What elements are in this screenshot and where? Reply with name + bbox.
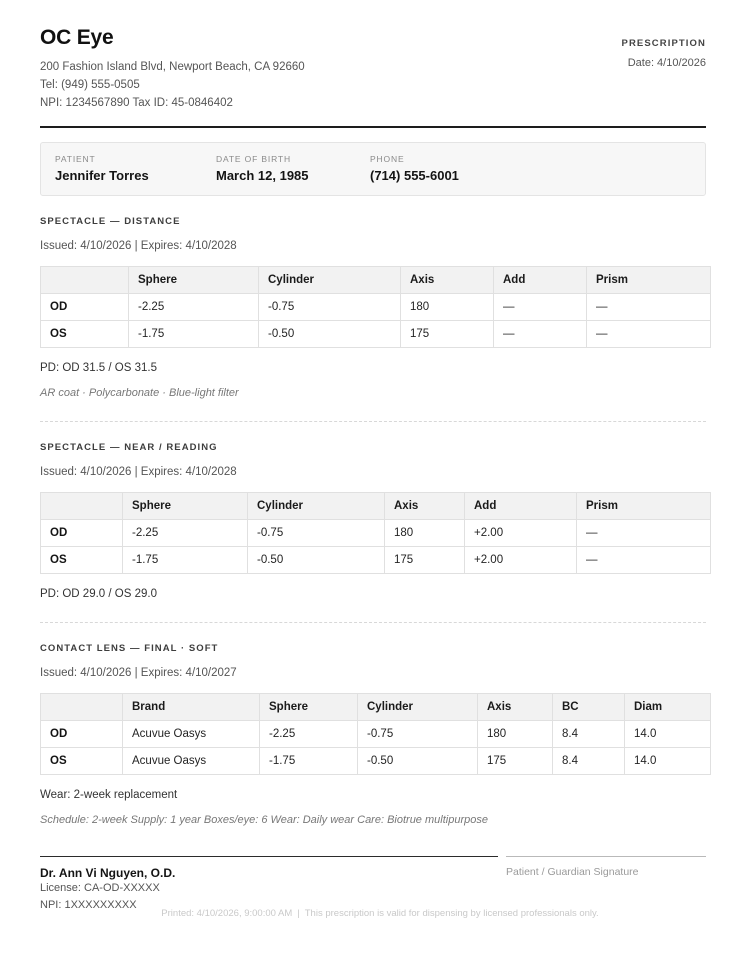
section-dates-distance: Issued: 4/10/2026 | Expires: 4/10/2028 (40, 239, 237, 252)
table-row (41, 519, 711, 546)
distance-lens-options: AR coat · Polycarbonate · Blue-light filter (40, 386, 239, 399)
row-axis: 175 (478, 747, 553, 774)
patient-signature-caption: Patient / Guardian Signature (506, 865, 639, 878)
table-row (41, 720, 711, 747)
contacts-wear: Wear: 2-week replacement (40, 788, 178, 801)
distance-table-head (41, 266, 711, 293)
contacts-col-sphere: Sphere (260, 693, 358, 720)
page-footer (40, 908, 720, 919)
row-axis: 175 (385, 546, 465, 573)
patient-info-panel (40, 142, 706, 196)
patient-dob-label: DATE OF BIRTH (216, 153, 291, 164)
letterhead (40, 26, 720, 113)
footer-separator: | (297, 908, 300, 919)
doctor-name: Dr. Ann Vi Nguyen, O.D. (40, 865, 176, 880)
distance-table-body (41, 293, 711, 347)
row-cylinder: -0.50 (248, 546, 385, 573)
section-spectacle-distance (40, 216, 720, 399)
table-row (41, 747, 711, 774)
patient-signature-line (506, 856, 706, 857)
near-col-axis: Axis (385, 492, 465, 519)
row-add: — (494, 320, 587, 347)
row-cylinder: -0.50 (358, 747, 478, 774)
table-header-row (41, 693, 711, 720)
near-col-prism: Prism (577, 492, 711, 519)
near-col-add: Add (465, 492, 577, 519)
row-sphere: -2.25 (129, 293, 259, 320)
table-header-row (41, 492, 711, 519)
distance-col-add: Add (494, 266, 587, 293)
patient-dob-field (216, 154, 370, 183)
patient-name-field (55, 154, 216, 183)
row-eye: OS (41, 320, 129, 347)
clinic-address: 200 Fashion Island Blvd, Newport Beach, CA 92660 (40, 61, 305, 74)
row-prism: — (587, 293, 711, 320)
clinic-telephone: Tel: (949) 555-0505 (40, 79, 140, 92)
section-contact-lens (40, 643, 720, 826)
row-diam: 14.0 (625, 747, 711, 774)
table-row (41, 293, 711, 320)
row-axis: 180 (401, 293, 494, 320)
row-brand: Acuvue Oasys (123, 747, 260, 774)
row-add: +2.00 (465, 546, 577, 573)
patient-phone-field (370, 154, 487, 183)
section-dates-contacts: Issued: 4/10/2026 | Expires: 4/10/2027 (40, 666, 237, 679)
doctor-signature-line (40, 856, 498, 857)
patient-name-label: PATIENT (55, 153, 96, 164)
row-eye: OS (41, 546, 123, 573)
row-prism: — (587, 320, 711, 347)
footer-printed: Printed: 4/10/2026, 9:00:00 AM (161, 908, 293, 919)
row-sphere: -2.25 (123, 519, 248, 546)
row-brand: Acuvue Oasys (123, 720, 260, 747)
row-bc: 8.4 (553, 720, 625, 747)
table-row (41, 546, 711, 573)
near-table-body (41, 519, 711, 573)
row-eye: OS (41, 747, 123, 774)
row-cylinder: -0.75 (248, 519, 385, 546)
row-add: — (494, 293, 587, 320)
row-axis: 180 (478, 720, 553, 747)
near-table-head (41, 492, 711, 519)
near-col-cylinder: Cylinder (248, 492, 385, 519)
distance-col-cylinder: Cylinder (259, 266, 401, 293)
distance-col-eye (41, 266, 129, 293)
contacts-table-body (41, 720, 711, 774)
contact-lens-table (40, 693, 711, 775)
clinic-name: OC Eye (40, 26, 114, 49)
row-eye: OD (41, 293, 129, 320)
distance-col-sphere: Sphere (129, 266, 259, 293)
contacts-col-diam: Diam (625, 693, 711, 720)
section-title-contacts: CONTACT LENS — FINAL · SOFT (40, 642, 219, 654)
row-add: +2.00 (465, 519, 577, 546)
distance-col-prism: Prism (587, 266, 711, 293)
row-prism: — (577, 546, 711, 573)
patient-signature-block (506, 856, 706, 914)
row-axis: 180 (385, 519, 465, 546)
near-col-eye (41, 492, 123, 519)
document-meta (622, 26, 706, 69)
row-sphere: -1.75 (129, 320, 259, 347)
contacts-table-head (41, 693, 711, 720)
document-type-label: PRESCRIPTION (621, 38, 706, 49)
table-row (41, 320, 711, 347)
patient-phone-label: PHONE (370, 153, 405, 164)
row-cylinder: -0.75 (259, 293, 401, 320)
row-eye: OD (41, 720, 123, 747)
patient-name-value: Jennifer Torres (55, 167, 149, 183)
patient-dob-value: March 12, 1985 (216, 167, 309, 183)
doctor-npi: NPI: 1XXXXXXXXX (40, 898, 137, 911)
row-cylinder: -0.50 (259, 320, 401, 347)
section-dates-near: Issued: 4/10/2026 | Expires: 4/10/2028 (40, 465, 237, 478)
near-col-sphere: Sphere (123, 492, 248, 519)
document-date: Date: 4/10/2026 (627, 57, 706, 69)
row-sphere: -1.75 (260, 747, 358, 774)
section-spectacle-near (40, 442, 720, 600)
doctor-signature-block (40, 856, 498, 914)
clinic-block (40, 26, 305, 113)
section-title-near: SPECTACLE — NEAR / READING (40, 441, 218, 453)
section-title-distance: SPECTACLE — DISTANCE (40, 215, 181, 227)
patient-phone-value: (714) 555-6001 (370, 167, 459, 183)
row-axis: 175 (401, 320, 494, 347)
footer-disclaimer: This prescription is valid for dispensing by licensed professionals only. (304, 908, 599, 919)
contacts-col-axis: Axis (478, 693, 553, 720)
row-bc: 8.4 (553, 747, 625, 774)
row-eye: OD (41, 519, 123, 546)
header-divider (40, 126, 706, 128)
doctor-license: License: CA-OD-XXXXX (40, 881, 160, 894)
signature-area (40, 856, 706, 914)
row-sphere: -2.25 (260, 720, 358, 747)
near-pd: PD: OD 29.0 / OS 29.0 (40, 587, 157, 600)
contacts-schedule: Schedule: 2-week Supply: 1 year Boxes/eye: 6 Wear: Daily wear Care: Biotrue multipurpose (40, 813, 488, 826)
section-divider (40, 622, 706, 623)
distance-pd: PD: OD 31.5 / OS 31.5 (40, 361, 157, 374)
table-header-row (41, 266, 711, 293)
clinic-identifiers: NPI: 1234567890 Tax ID: 45-0846402 (40, 97, 233, 110)
distance-rx-table (40, 266, 711, 348)
row-prism: — (577, 519, 711, 546)
row-diam: 14.0 (625, 720, 711, 747)
contacts-col-bc: BC (553, 693, 625, 720)
row-sphere: -1.75 (123, 546, 248, 573)
contacts-col-eye (41, 693, 123, 720)
distance-col-axis: Axis (401, 266, 494, 293)
row-cylinder: -0.75 (358, 720, 478, 747)
contacts-col-cylinder: Cylinder (358, 693, 478, 720)
contacts-col-brand: Brand (123, 693, 260, 720)
section-divider (40, 421, 706, 422)
near-rx-table (40, 492, 711, 574)
